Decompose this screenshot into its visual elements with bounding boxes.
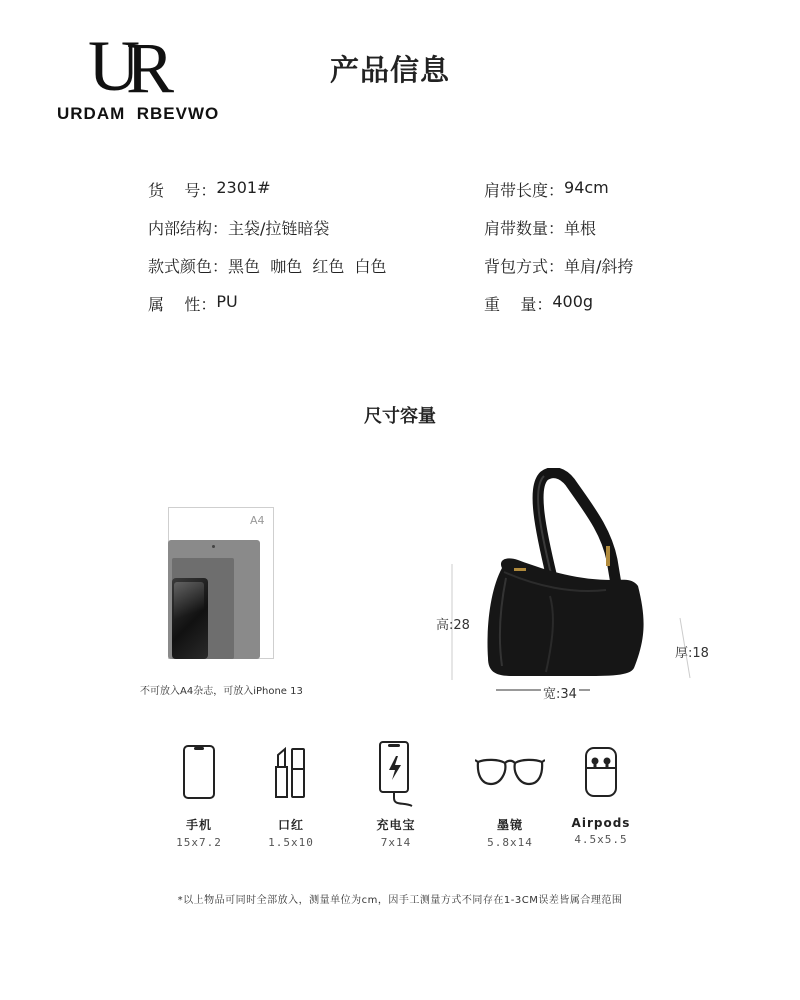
- spec-row-carry-style: [484, 254, 633, 277]
- item-name: 口红: [277, 818, 304, 832]
- item-size: 4.5x5.5: [574, 833, 628, 846]
- spec-value: 400g: [552, 292, 594, 311]
- lipstick-icon: [274, 745, 308, 799]
- phone-screen-reflection: [174, 582, 204, 656]
- footnote: *以上物品可同时全部放入，测量单位为cm，因手工测量方式不同存在1-3CM误差皆属合理范围: [177, 895, 623, 906]
- item-power-bank: [346, 740, 446, 849]
- bag-width-label: 宽:34: [541, 683, 579, 702]
- spec-value: 单肩/斜挎: [564, 257, 634, 276]
- airpods-icon: [583, 746, 619, 798]
- spec-label: 款式颜色：: [148, 257, 229, 276]
- gold-zip-pull: [514, 568, 526, 571]
- svg-text:R: R: [126, 28, 175, 100]
- spec-row-strap-count: [484, 216, 596, 239]
- sunglasses-icon: [475, 754, 545, 790]
- spec-label: 重 量：: [484, 295, 553, 314]
- spec-row-structure: [148, 216, 329, 239]
- item-name: 墨镜: [496, 818, 523, 832]
- item-sunglasses: [460, 740, 560, 849]
- spec-row-weight: [484, 292, 593, 315]
- a4-label: A4: [250, 514, 265, 527]
- bag-height-label: 高:28: [436, 618, 470, 633]
- item-size: 1.5x10: [268, 836, 314, 849]
- spec-label: 肩带长度：: [484, 181, 565, 200]
- spec-label: 货 号：: [148, 181, 217, 200]
- bag-image: [440, 468, 720, 708]
- spec-value: 单根: [564, 219, 597, 238]
- capacity-note: 不可放入A4杂志，可放入iPhone 13: [140, 686, 303, 697]
- spec-value: PU: [216, 292, 238, 311]
- power-bank-icon: [374, 740, 418, 810]
- brand-name: URDAM RBEVWO: [57, 104, 220, 123]
- section-title: 尺寸容量: [364, 406, 436, 427]
- spec-row-colors: [148, 254, 387, 277]
- spec-value: 主袋/拉链暗袋: [228, 219, 330, 238]
- item-size: 7x14: [380, 836, 412, 849]
- item-name: 手机: [185, 818, 212, 832]
- spec-value: 黑色 咖色 红色 白色: [228, 257, 387, 276]
- item-lipstick: [241, 740, 341, 849]
- tablet-camera: [212, 545, 215, 548]
- item-phone: [149, 740, 249, 849]
- spec-label: 属 性：: [148, 295, 217, 314]
- spec-value: 94cm: [564, 178, 609, 197]
- item-size: 15x7.2: [176, 836, 222, 849]
- phone-icon: [182, 744, 216, 800]
- spec-row-item-number: [148, 178, 270, 201]
- item-name: Airpods: [571, 816, 631, 830]
- bag-depth-label: 厚:18: [675, 646, 709, 661]
- item-name: 充电宝: [376, 818, 416, 832]
- spec-label: 肩带数量：: [484, 219, 565, 238]
- spec-row-strap-length: [484, 178, 609, 201]
- item-size: 5.8x14: [487, 836, 533, 849]
- spec-value: 2301#: [216, 178, 271, 197]
- item-airpods: [551, 740, 651, 846]
- gold-buckle: [606, 546, 610, 566]
- brand-logo: [86, 26, 196, 100]
- svg-text:U: U: [88, 26, 140, 100]
- spec-row-material: [148, 292, 238, 315]
- spec-label: 内部结构：: [148, 219, 229, 238]
- spec-label: 背包方式：: [484, 257, 565, 276]
- page-title: 产品信息: [330, 53, 451, 87]
